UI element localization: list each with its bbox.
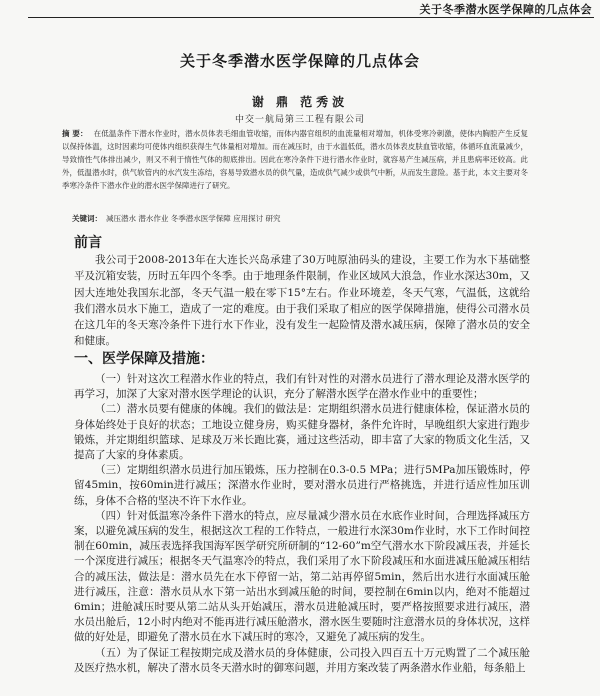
measures-body (74, 372, 530, 676)
measures-paragraph-5: （五）为了保证工程按期完成及潜水员的身体健康，公司投入四百五十万元购置了二个减压舱及医疗热水机，解决了潜水员冬天潜水时的御寒问题，并用方案改装了两条潜水作业船，每条船上 (74, 646, 530, 674)
abstract-text: 在低温条件下潜水作业时，潜水员体表毛细血管收缩，而体内器官组织的血流量相对增加，机体受寒冷刺激，使体内胸腔产生反复以保持体温，这时因素均可使体内组织获得生气体量相对增加。而在减压时，由于水温低低，潜水员体表皮肤血管收缩，体循环血流量减少，导致惰性气体排出减少，则又不利于惰性气体的彻底排出。因此在寒冷条件下进行潜水作业时，就容易产生减压病，并且患病率还较高。此外，低温潜水时，供气软管内的水汽发生冻结，容易导致潜水员的供气量，造成供气减少或供气中断，从而发生意险。基于此，本文主要对冬季寒冷条件下潜水作业的潜水医学保障进行了研究。 (62, 129, 528, 190)
keywords-label: 关键词： (72, 214, 102, 223)
header-rule (28, 17, 594, 18)
keywords (72, 213, 528, 224)
measures-paragraph-4: （四）针对低温寒冷条件下潜水的特点，应尽量减少潜水员在水底作业时间，合理选择减压方案，以避免减压病的发生，根据这次工程的工作特点，一般进行水深30m作业时，水下工作时间控制在60min，减压表选择我国海军医学研究所研制的“12-60”m空气潜水水下阶段减压表，并延长一个深度进行减压；根据冬天气温寒冷的特点，我们采用了水下阶段减压和水面进减压舱减压相结合的减压法，做法是：潜水员先在水下停留一站，第二站再停留5min，然后出水进行水面减压舱进行减压，注意：潜水员从水下第一站出水到减压舱的时间，要控制在6min以内，绝对不能超过6min；进舱减压时要从第二站从头开始减压，潜水员进舱减压时，要严格按照要求进行减压，潜水员出舱后，12小时内绝对不能再进行减压舱潜水，潜水医生要随时注意潜水员的身体状况，这样做的好处是，即避免了潜水员在水下减压时的寒冷，又避免了减压病的发生。 (74, 509, 530, 644)
running-title: 关于冬季潜水医学保障的几点体会 (419, 3, 592, 16)
measures-paragraph-3: （三）定期组织潜水员进行加压锻炼，压力控制在0.3-0.5 MPa；进行5MPa加压锻炼时，停留45min，按60min进行减压；深潜水作业时，要对潜水员进行严格挑选，并进行适应性加压训练，身体不合格的坚决不许下水作业。 (74, 464, 530, 507)
intro-body (74, 252, 530, 351)
measures-paragraph-1: （一）针对这次工程潜水作业的特点，我们有针对性的对潜水员进行了潜水理论及潜水医学的再学习，加深了大家对潜水医学理论的认识，充分了解潜水医学在潜水作业中的重要性； (74, 373, 530, 401)
article-affiliation: 中交一航局第三工程有限公司 (234, 115, 365, 125)
intro-heading: 前言 (74, 235, 102, 251)
article-title: 关于冬季潜水医学保障的几点体会 (179, 52, 420, 70)
abstract-label: 摘 要： (62, 129, 88, 138)
intro-paragraph: 我公司于2008-2013年在大连长兴岛承建了30万吨原油码头的建设，主要工作为水下基础整平及沉箱安装，历时五年四个冬季。由于地理条件限制，作业区域风大浪急，作业水深达30m，又因大连地处我国东北部，冬天气温一般在零下15°左右。作业环境差，冬天气寒，气温低，这就给我们潜水员水下施工，造成了一定的难度。由于我们采取了相应的医学保障措施，使得公司潜水员在这几年的冬天寒冷条件下进行水下作业，没有发生一起险情及潜水减压病，保障了潜水员的安全和健康。 (74, 254, 530, 348)
measures-paragraph-2: （二）潜水员要有健康的体魄。我们的做法是：定期组织潜水员进行健康体检，保证潜水员的身体始终处于良好的状态；工地设立健身房，购买健身器材，条件允许时，早晚组织大家进行跑步锻炼，并定期组织篮球、足球及万米长跑比赛，通过这些活动，即丰富了大家的物质文化生活，又提高了大家的身体素质。 (74, 403, 530, 462)
measures-heading: 一、医学保障及措施： (74, 351, 214, 367)
abstract (62, 127, 528, 192)
article-authors: 谢 鼎 范秀波 (251, 95, 349, 109)
keywords-text: 减压潜水 潜水作业 冬季潜水医学保障 应用探讨 研究 (106, 214, 281, 223)
